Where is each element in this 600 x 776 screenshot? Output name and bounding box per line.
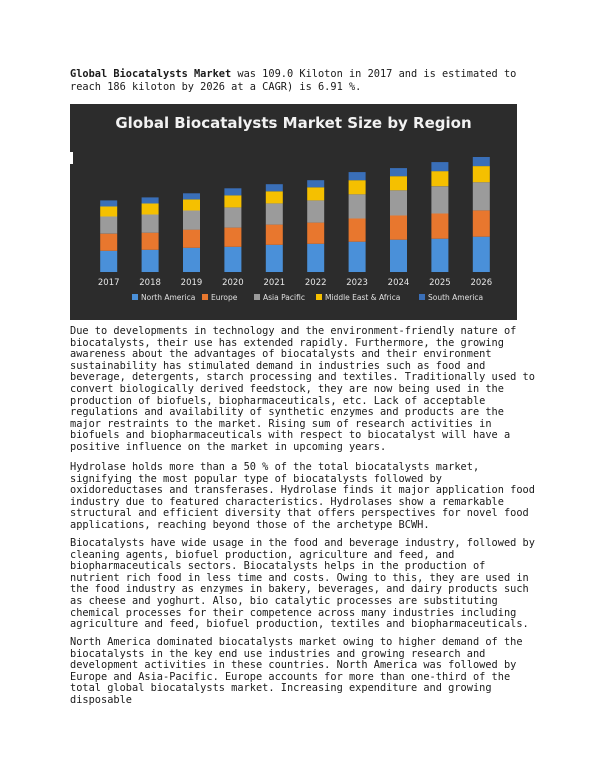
bar-segment-north-america-2023	[349, 242, 366, 272]
x-tick-label: 2025	[429, 278, 451, 288]
bar-segment-middle-east-africa-2020	[224, 195, 241, 207]
bar-segment-south-america-2022	[307, 180, 324, 187]
x-tick-label: 2020	[222, 278, 244, 288]
bar-segment-south-america-2019	[183, 193, 200, 199]
bar-segment-north-america-2021	[266, 245, 283, 272]
bar-segment-europe-2022	[307, 223, 324, 244]
x-tick-label: 2024	[387, 278, 410, 288]
bar-segment-north-america-2017	[100, 251, 117, 272]
legend-label: Europe	[211, 293, 238, 302]
paragraph-3	[70, 538, 540, 631]
intro-paragraph	[70, 68, 540, 94]
bar-segment-middle-east-africa-2017	[100, 206, 117, 216]
legend-label: North America	[141, 293, 196, 302]
bar-segment-middle-east-africa-2023	[349, 180, 366, 194]
paragraph-text: Hydrolase holds more than a 50 % of the total biocatalysts market, signifying the most popular type of biocatalysts followed by oxidoreductases and transferases. Hydrolase finds it major application food industry due to featured characteristics. Hydrolases show a remarkable structural and efficient diversity that offers perspectives for novel food applications, reaching beyond those of the archetype BCWH.	[70, 461, 535, 531]
bar-segment-asia-pacific-2024	[390, 190, 407, 215]
bar-segment-europe-2019	[183, 230, 200, 248]
bar-segment-south-america-2021	[266, 184, 283, 191]
bar-segment-asia-pacific-2025	[431, 186, 448, 213]
bar-segment-europe-2024	[390, 216, 407, 240]
bar-segment-north-america-2020	[224, 247, 241, 272]
stacked-bar-chart	[70, 104, 517, 320]
bar-segment-middle-east-africa-2026	[473, 166, 490, 182]
bar-segment-middle-east-africa-2024	[390, 176, 407, 190]
bar-segment-south-america-2020	[224, 188, 241, 195]
bar-segment-south-america-2018	[142, 197, 159, 203]
legend-label: Middle East & Africa	[325, 293, 401, 302]
legend-swatch	[316, 294, 322, 300]
market-name: Global Biocatalysts Market	[70, 68, 232, 80]
x-tick-label: 2023	[346, 278, 368, 288]
bar-segment-north-america-2024	[390, 240, 407, 272]
intro-text: was 109.0 Kiloton in 2017 and is estimated to reach 186 kiloton by 2026 at a CAGR) is 6.91 %.	[70, 68, 523, 93]
bar-segment-europe-2023	[349, 219, 366, 242]
bar-segment-asia-pacific-2018	[142, 215, 159, 233]
x-tick-label: 2022	[304, 278, 327, 288]
legend-swatch	[419, 294, 425, 300]
bar-segment-asia-pacific-2017	[100, 217, 117, 234]
bar-segment-south-america-2023	[349, 172, 366, 180]
bar-segment-europe-2025	[431, 214, 448, 239]
paragraph-text: North America dominated biocatalysts market owing to higher demand of the biocatalysts in the key end use industries and growing research and development activities in these countries. North America was followed by Europe and Asia-Pacific. Europe accounts for more than one-third of the total global biocatalysts market. Increasing expenditure and growing disposable	[70, 636, 523, 706]
bar-segment-south-america-2024	[390, 168, 407, 176]
paragraph-2	[70, 462, 540, 532]
legend-label: South America	[428, 293, 484, 302]
legend-swatch	[132, 294, 138, 300]
bar-segment-south-america-2026	[473, 157, 490, 166]
bar-segment-middle-east-africa-2019	[183, 199, 200, 210]
chart-image	[70, 104, 517, 320]
x-tick-label: 2017	[97, 278, 120, 288]
x-tick-label: 2021	[263, 278, 286, 288]
bar-segment-asia-pacific-2023	[349, 194, 366, 218]
bar-segment-north-america-2019	[183, 248, 200, 272]
x-tick-label: 2019	[180, 278, 203, 288]
bar-segment-south-america-2025	[431, 162, 448, 171]
bar-segment-europe-2021	[266, 225, 283, 245]
legend-swatch	[254, 294, 260, 300]
bar-segment-north-america-2022	[307, 244, 324, 272]
bar-segment-europe-2020	[224, 228, 241, 247]
bar-segment-middle-east-africa-2022	[307, 187, 324, 200]
bar-segment-middle-east-africa-2021	[266, 191, 283, 203]
bar-segment-north-america-2018	[142, 250, 159, 272]
x-tick-label: 2026	[470, 278, 493, 288]
bar-segment-north-america-2025	[431, 239, 448, 272]
bar-segment-north-america-2026	[473, 237, 490, 272]
bar-segment-europe-2026	[473, 211, 490, 237]
bar-segment-europe-2017	[100, 234, 117, 251]
legend-swatch	[202, 294, 208, 300]
bar-segment-asia-pacific-2020	[224, 207, 241, 227]
paragraph-4	[70, 637, 540, 707]
bar-segment-asia-pacific-2021	[266, 203, 283, 224]
paragraph-text: Biocatalysts have wide usage in the food and beverage industry, followed by cleaning agents, biofuel production, agriculture and feed, and biopharmaceuticals sectors. Biocatalysts helps in the production of nutrient rich food in less time and costs. Owing to this, they are used in the food industry as enzymes in bakery, beverages, and dairy products such as cheese and yoghurt. Also, bio catalytic processes are substituting chemical processes for their competence across many industries including agriculture and feed, biofuel production, textiles and biopharmaceuticals.	[70, 537, 535, 631]
bar-segment-asia-pacific-2019	[183, 211, 200, 230]
bar-segment-south-america-2017	[100, 200, 117, 206]
x-tick-label: 2018	[139, 278, 161, 288]
bar-segment-asia-pacific-2022	[307, 200, 324, 222]
bar-segment-middle-east-africa-2025	[431, 171, 448, 186]
paragraph-1	[70, 326, 540, 454]
bar-segment-europe-2018	[142, 233, 159, 250]
chart-title: Global Biocatalysts Market Size by Region	[115, 114, 472, 132]
paragraph-text: Due to developments in technology and the environment-friendly nature of biocatalysts, their use has extended rapidly. Furthermore, the growing awareness about the advantages of biocatalysts and their environment sustainability has stimulated demand in industries such as food and beverage, detergents, starch processing and textiles. Traditionally used to convert biologically derived feedstock, they are now being used in the production of biofuels, biopharmaceuticals, etc. Lack of acceptable regulations and availability of synthetic enzymes and products are the major restraints to the market. Rising sum of research activities in biofuels and biopharmaceuticals with respect to biocatalyst will have a positive influence on the market in upcoming years.	[70, 325, 535, 453]
bar-segment-middle-east-africa-2018	[142, 203, 159, 214]
bar-segment-asia-pacific-2026	[473, 182, 490, 210]
legend-label: Asia Pacific	[263, 293, 305, 302]
